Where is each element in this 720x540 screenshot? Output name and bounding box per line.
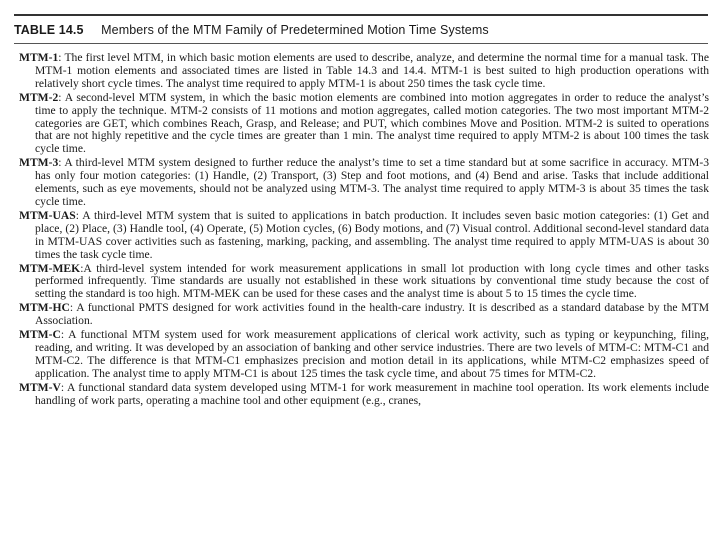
entry-mtm-3 <box>19 157 709 209</box>
entry-term: MTM-V <box>19 380 61 394</box>
entry-mtm-v <box>19 382 709 408</box>
entry-term: MTM-3 <box>19 156 59 170</box>
entry-text: : A third-level MTM system designed to further reduce the analyst’s time to set a time standard but at some sacrifice in accuracy. MTM-3 has only four motion categories: (1) Handle, (2) Transport, (3) Step and foot motions, and (4) Bend and arise. Tasks that include additional elements, such as eye movements, should not be analyzed using MTM-3. The analyst time required to apply MTM-3 is about 35 times the task cycle time. <box>35 156 709 208</box>
entry-text: : A second-level MTM system, in which the basic motion elements are combined into motion aggregates in order to reduce the analyst’s time to apply the technique. MTM-2 consists of 11 motions and motion aggregates, called motion categories. The two most important MTM-2 categories are GET, which combines Reach, Grasp, and Release; and PUT, which combines Move and Position. MTM-2 is suited to operations that are not highly repetitive and the cycle times are greater than 1 min. The analyst time required to apply MTM-2 is about 100 times the task cycle time. <box>35 90 709 156</box>
entry-text: : A functional standard data system developed using MTM-1 for work measurement in machine tool operation. Its work elements include handling of work parts, operating a machine tool and other equipment (e.g., cranes, <box>35 380 709 407</box>
entry-mtm-c <box>19 329 709 381</box>
entry-mtm-uas <box>19 210 709 262</box>
table-title: Members of the MTM Family of Predetermined Motion Time Systems <box>101 23 489 37</box>
entry-term: MTM-MEK <box>19 261 81 275</box>
entry-term: MTM-HC <box>19 301 70 315</box>
entry-list <box>19 52 709 408</box>
entry-text: : A functional PMTS designed for work activities found in the health-care industry. It is described as a standard database by the MTM Association. <box>35 301 709 328</box>
table-label: TABLE 14.5 <box>14 23 84 37</box>
entry-text: : The first level MTM, in which basic motion elements are used to describe, analyze, and determine the normal time for a manual task. The MTM-1 motion elements and associated times are listed in Table 14.3 and 14.4. MTM-1 is best suited to high production operations with relatively short cycle times. The analyst time required to apply MTM-1 is about 250 times the task cycle time. <box>35 51 709 90</box>
entry-mtm-mek <box>19 263 709 302</box>
table-header <box>14 14 708 44</box>
entry-mtm-1 <box>19 52 709 91</box>
entry-term: MTM-1 <box>19 51 59 64</box>
entry-term: MTM-C <box>19 328 61 342</box>
entry-text: : A third-level MTM system that is suited to applications in batch production. It includes seven basic motion categories: (1) Get and place, (2) Place, (3) Handle tool, (4) Operate, (5) Motion cycles, (6) Body motions, and (7) Visual control. Additional second-level standard data in MTM-UAS cover activities such as fastening, marking, packing, and assembling. The analyst time required to apply MTM-UAS is about 30 times the task cycle time. <box>35 208 709 261</box>
entry-text: : A functional MTM system used for work measurement applications of clerical work activity, such as typing or keypunching, filing, reading, and writing. It was developed by an association of banking and other service industries. There are two levels of MTM-C: MTM-C1 and MTM-C2. The difference is that MTM-C1 emphasizes precision and motion detail in its applications, while MTM-C2 emphasizes speed of application. The analyst time to apply MTM-C1 is about 125 times the task cycle time, and about 75 times for MTM-C2. <box>35 328 709 380</box>
entry-mtm-2 <box>19 92 709 157</box>
entry-term: MTM-UAS <box>19 208 76 222</box>
entry-text: :A third-level system intended for work measurement applications in small lot production with long cycle times and other tasks performed infrequently. Time standards are usually not established in these work situations by conventional time study because the cost of setting the standard is too high. MTM-MEK can be used for these cases and the analyst time is about 5 to 15 times the cycle time. <box>35 261 709 301</box>
entry-mtm-hc <box>19 302 709 328</box>
entry-term: MTM-2 <box>19 90 59 104</box>
